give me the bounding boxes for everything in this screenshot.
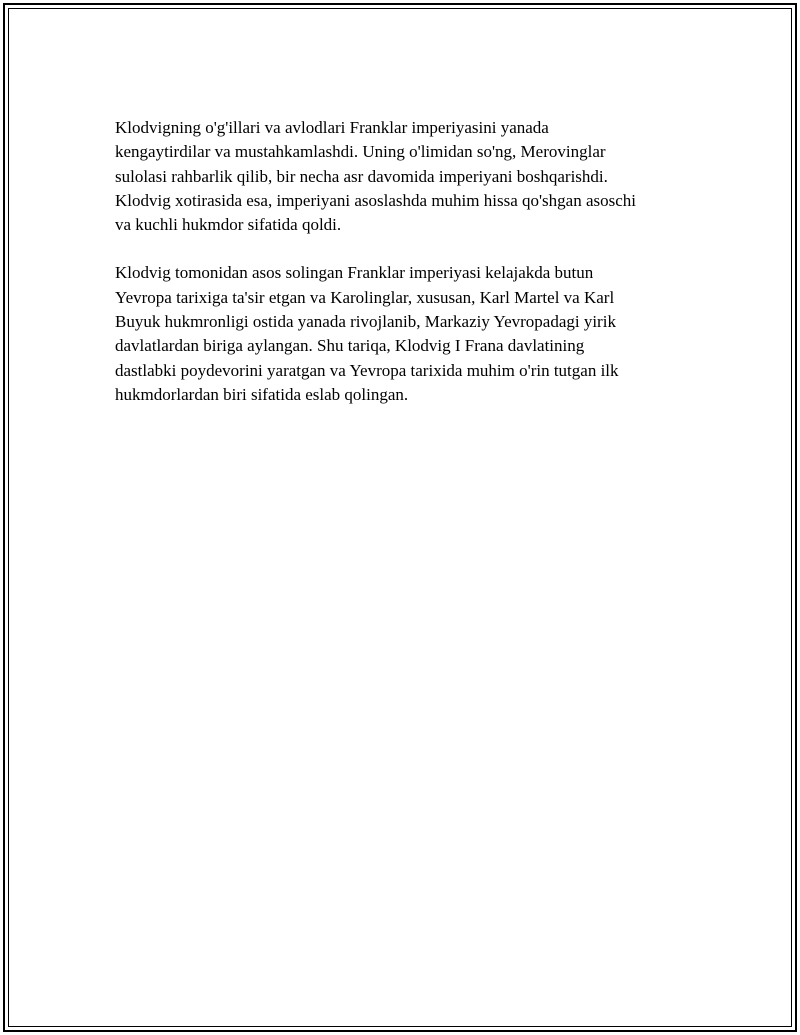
paragraph-line: Klodvig xotirasida esa, imperiyani asoslashda muhim hissa qo'shgan asoschi — [115, 190, 637, 210]
paragraph-line: hukmdorlardan biri sifatida eslab qolingan. — [115, 384, 409, 404]
paragraph-line: kengaytirdilar va mustahkamlashdi. Uning o'limidan so'ng, Merovinglar — [115, 142, 606, 162]
paragraph-1 — [115, 116, 695, 237]
document-page — [3, 3, 797, 1032]
paragraph-2 — [115, 261, 695, 407]
paragraph-line: dastlabki poydevorini yaratgan va Yevropa tarixida muhim o'rin tutgan ilk — [115, 360, 619, 380]
paragraph-line: sulolasi rahbarlik qilib, bir necha asr davomida imperiyani boshqarishdi. — [115, 166, 608, 186]
paragraph-line: Klodvig tomonidan asos solingan Franklar imperiyasi kelajakda butun — [115, 263, 594, 283]
paragraph-line: va kuchli hukmdor sifatida qoldi. — [115, 215, 342, 235]
paragraph-line: Yevropa tarixiga ta'sir etgan va Karolinglar, xususan, Karl Martel va Karl — [115, 287, 615, 307]
paragraph-line: Buyuk hukmronligi ostida yanada rivojlanib, Markaziy Yevropadagi yirik — [115, 312, 616, 332]
document-body — [115, 116, 695, 431]
paragraph-line: Klodvigning o'g'illari va avlodlari Franklar imperiyasini yanada — [115, 118, 549, 137]
paragraph-line: davlatlardan biriga aylangan. Shu tariqa, Klodvig I Frana davlatining — [115, 336, 585, 356]
